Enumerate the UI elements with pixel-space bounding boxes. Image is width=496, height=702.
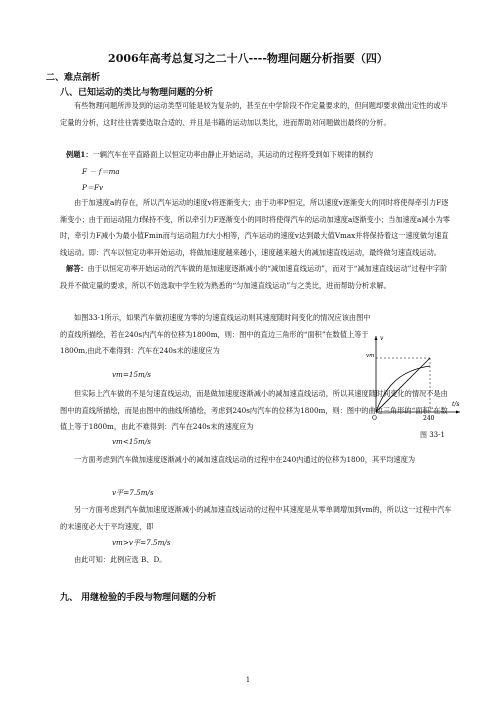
average-speed-paragraph: 一方面考虑到汽车做加速度逐渐减小的减加速直线运动的过程中在240内通过的位移为1800，其平均速度为 [74, 455, 416, 464]
final-speed-paragraph: 另一方面考虑到汽车做加速度逐渐减小的减加速直线运动的过程中其速度是从零单调增加到vm的，所以这一过程中汽车的末速度必大于平均速度，即 [60, 505, 452, 531]
formula-v-average: v平=7.5m/s [112, 488, 154, 497]
example-text: 一辆汽车在平直路面上以恒定功率由静止开始运动，其运动的过程将受到如下规律的制约 [92, 150, 373, 159]
v-axis-label: v [380, 335, 384, 342]
equation-force: F － f＝ma [82, 167, 120, 176]
solution-label: 解答： [66, 264, 88, 273]
solution-paragraph [60, 261, 452, 294]
formula-vm-15: vm=15m/s [112, 370, 151, 379]
vm-label: vm [366, 353, 375, 359]
example-line [66, 150, 373, 160]
section-heading: 二、难点剖析 [46, 73, 101, 83]
curve-paragraph: 但实际上汽车做的不是匀速直线运动，而是做加速度逐渐减小的减加速直线运动，所以其速度随时间变化的情况不是由图中的直线所描绘，而是由图中的曲线所描绘，考虑到240s内汽车的位移为1800m，则：图中的曲边三角形的“面积”在数值上等于1800m，由此不难得到：汽车在240s末的速度应为 [60, 389, 448, 431]
subheading-inspection: 九、 用继检验的手段与物理问题的分析 [60, 593, 217, 603]
conclusion: 由此可知：此例应选 B、D。 [74, 555, 167, 564]
page-number: 1 [245, 676, 251, 684]
solution-text: 由于以恒定功率开始运动的汽车做的是加速度逐渐减小的“减加速直线运动”，而对于“减加速直线运动”过程中字阶段并不做定量的要求，所以不妨选取中学生较为熟悉的“匀加速直线运动”与之类比，进而帮助分析求解。 [60, 264, 448, 290]
figure-caption: 图 33-1 [420, 431, 445, 439]
formula-vm-gt-average: vm>v平=7.5m/s [112, 538, 171, 547]
equation-power: P＝Fv [82, 183, 104, 192]
t-tick-240: 240 [423, 415, 435, 422]
document-title: 2006年高考总复习之二十八----物理问题分析指要（四） [108, 52, 388, 65]
figure-paragraph: 如图33-1所示，如果汽车做初速度为零的匀速直线运动则其速度随时间变化的情况应该由图中的直线所描绘，若在240s内汽车的位移为1800m，则：图中的直边三角形的“面积”在数值上等于1800m,由此不难得到：汽车在240s末的速度应为 [60, 313, 371, 355]
formula-vm-lt-15: vm<15m/s [112, 437, 151, 446]
origin-label: O [372, 415, 377, 422]
intro-paragraph: 有些物理问题所涉及到的运动类型可能是较为复杂的，甚至在中学阶段不作定量要求的，但问题却要求做出定性的或半定量的分析，这时往往需要选取合适的、并且是书籍的运动加以类比，进而帮助对问题做出最终的分析。 [60, 101, 448, 127]
example-label: 例题1： [66, 150, 93, 159]
process-paragraph: 由于加速度a的存在，所以汽车运动的速度v将逐渐变大；由于功率P恒定，所以速度v逐渐变大的同时将使得牵引力F逐渐变小；由于而运动阻力f保持不变，所以牵引力F逐渐变小的同时将使得汽车的运动加速度a逐渐变小；当加速度a减小为零时，牵引力F减小为最小值Fmin而与运动阻力f大小相等，汽车运动的速度v达到最大值Vmax并将保持着这一速度做匀速直线运动。即：汽车以恒定功率开始运动，将做加速度越来越小，速度越来越大的减加速直线运动，最终做匀速直线运动。 [60, 198, 450, 257]
subheading-analogy: 八、已知运动的类比与物理问题的分析 [60, 88, 214, 98]
t-axis-label: t/s [452, 401, 460, 408]
